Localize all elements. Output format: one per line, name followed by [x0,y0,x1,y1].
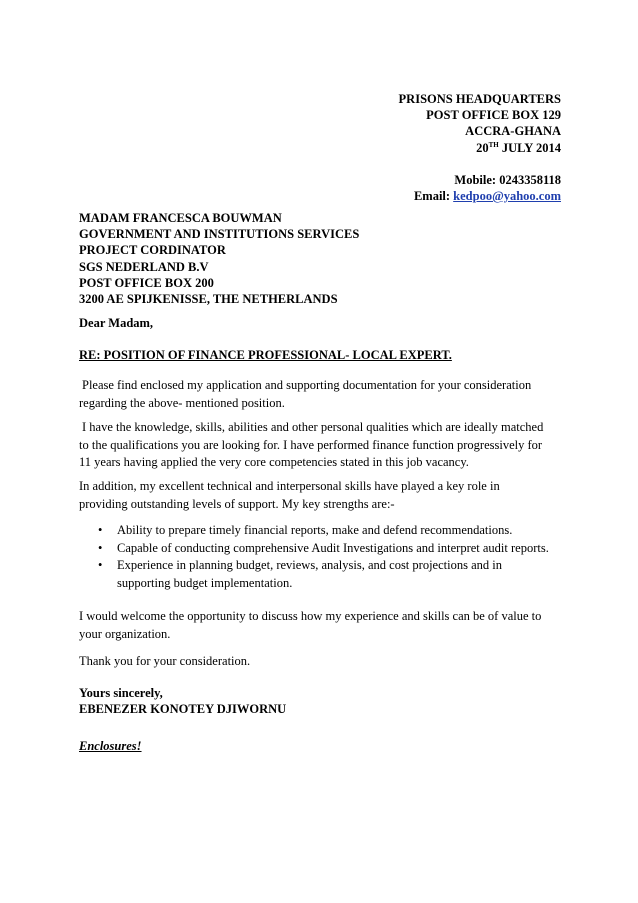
paragraph-welcome [79,608,569,643]
list-item [98,522,578,540]
paragraph-line: Please find enclosed my application and supporting documentation for your consideration [82,378,532,392]
email-link[interactable]: kedpoo@yahoo.com [453,189,561,204]
paragraph-line: providing outstanding levels of support. My key strengths are:- [79,496,395,511]
paragraph-line: I have the knowledge, skills, abilities and other personal qualities which are ideally matched [82,420,544,434]
date-day: 20 [476,140,489,155]
bullet-icon: • [98,523,103,537]
recipient-address-block [79,210,359,307]
salutation: Dear Madam, [79,316,154,330]
recipient-company: SGS NEDERLAND B.V [79,259,209,274]
paragraph-line: In addition, my excellent technical and interpersonal skills have played a key role in [79,479,500,493]
subject-line: RE: POSITION OF FINANCE PROFESSIONAL- LOCAL EXPERT. [79,348,452,362]
recipient-name: MADAM FRANCESCA BOUWMAN [79,211,282,225]
recipient-title: PROJECT CORDINATOR [79,243,226,258]
paragraph-strengths [79,478,569,513]
paragraph-line: 11 years having applied the very core competencies stated in this job vacancy. [79,455,469,469]
closing-block [79,685,569,717]
date-suffix: TH [488,140,499,149]
sender-line-1: PRISONS HEADQUARTERS [398,92,561,106]
recipient-city: 3200 AE SPIJKENISSE, THE NETHERLANDS [79,292,338,307]
strengths-list [98,522,578,592]
bullet-icon: • [98,558,103,572]
paragraph-line: I would welcome the opportunity to discuss how my experience and skills can be of value to [79,609,542,623]
paragraph-line: regarding the above- mentioned position. [79,395,285,410]
sender-address-block [399,91,561,204]
sender-line-3: ACCRA-GHANA [465,124,561,139]
email-line [399,188,561,204]
enclosures-label: Enclosures! [79,739,142,753]
email-label: Email: [413,189,454,204]
mobile-label: Mobile: [454,172,500,187]
list-item-text: Capable of conducting comprehensive Audit Investigations and interpret audit reports. [117,540,549,555]
paragraph-qualifications [79,419,569,472]
letter-date [399,140,561,156]
paragraph-thanks: Thank you for your consideration. [79,654,251,668]
mobile-number: 0243358118 [499,172,561,187]
sender-line-2: POST OFFICE BOX 129 [426,108,561,123]
signature-name: EBENEZER KONOTEY DJIWORNU [79,702,287,717]
recipient-po-box: POST OFFICE BOX 200 [79,275,214,290]
closing-line: Yours sincerely, [79,686,163,700]
bullet-icon: • [98,540,103,555]
paragraph-line: your organization. [79,626,171,641]
paragraph-enclosed [79,377,569,412]
date-rest: JULY 2014 [498,140,561,155]
list-item [98,557,517,592]
recipient-department: GOVERNMENT AND INSTITUTIONS SERVICES [79,227,360,242]
paragraph-line: to the qualifications you are looking for. I have performed finance function progressively for [79,437,543,452]
list-item-text: Experience in planning budget, reviews, analysis, and cost projections and in supporting budget implementation. [117,558,502,590]
list-item [98,540,578,558]
list-item-text: Ability to prepare timely financial reports, make and defend recommendations. [117,523,513,537]
mobile-line [399,172,561,188]
